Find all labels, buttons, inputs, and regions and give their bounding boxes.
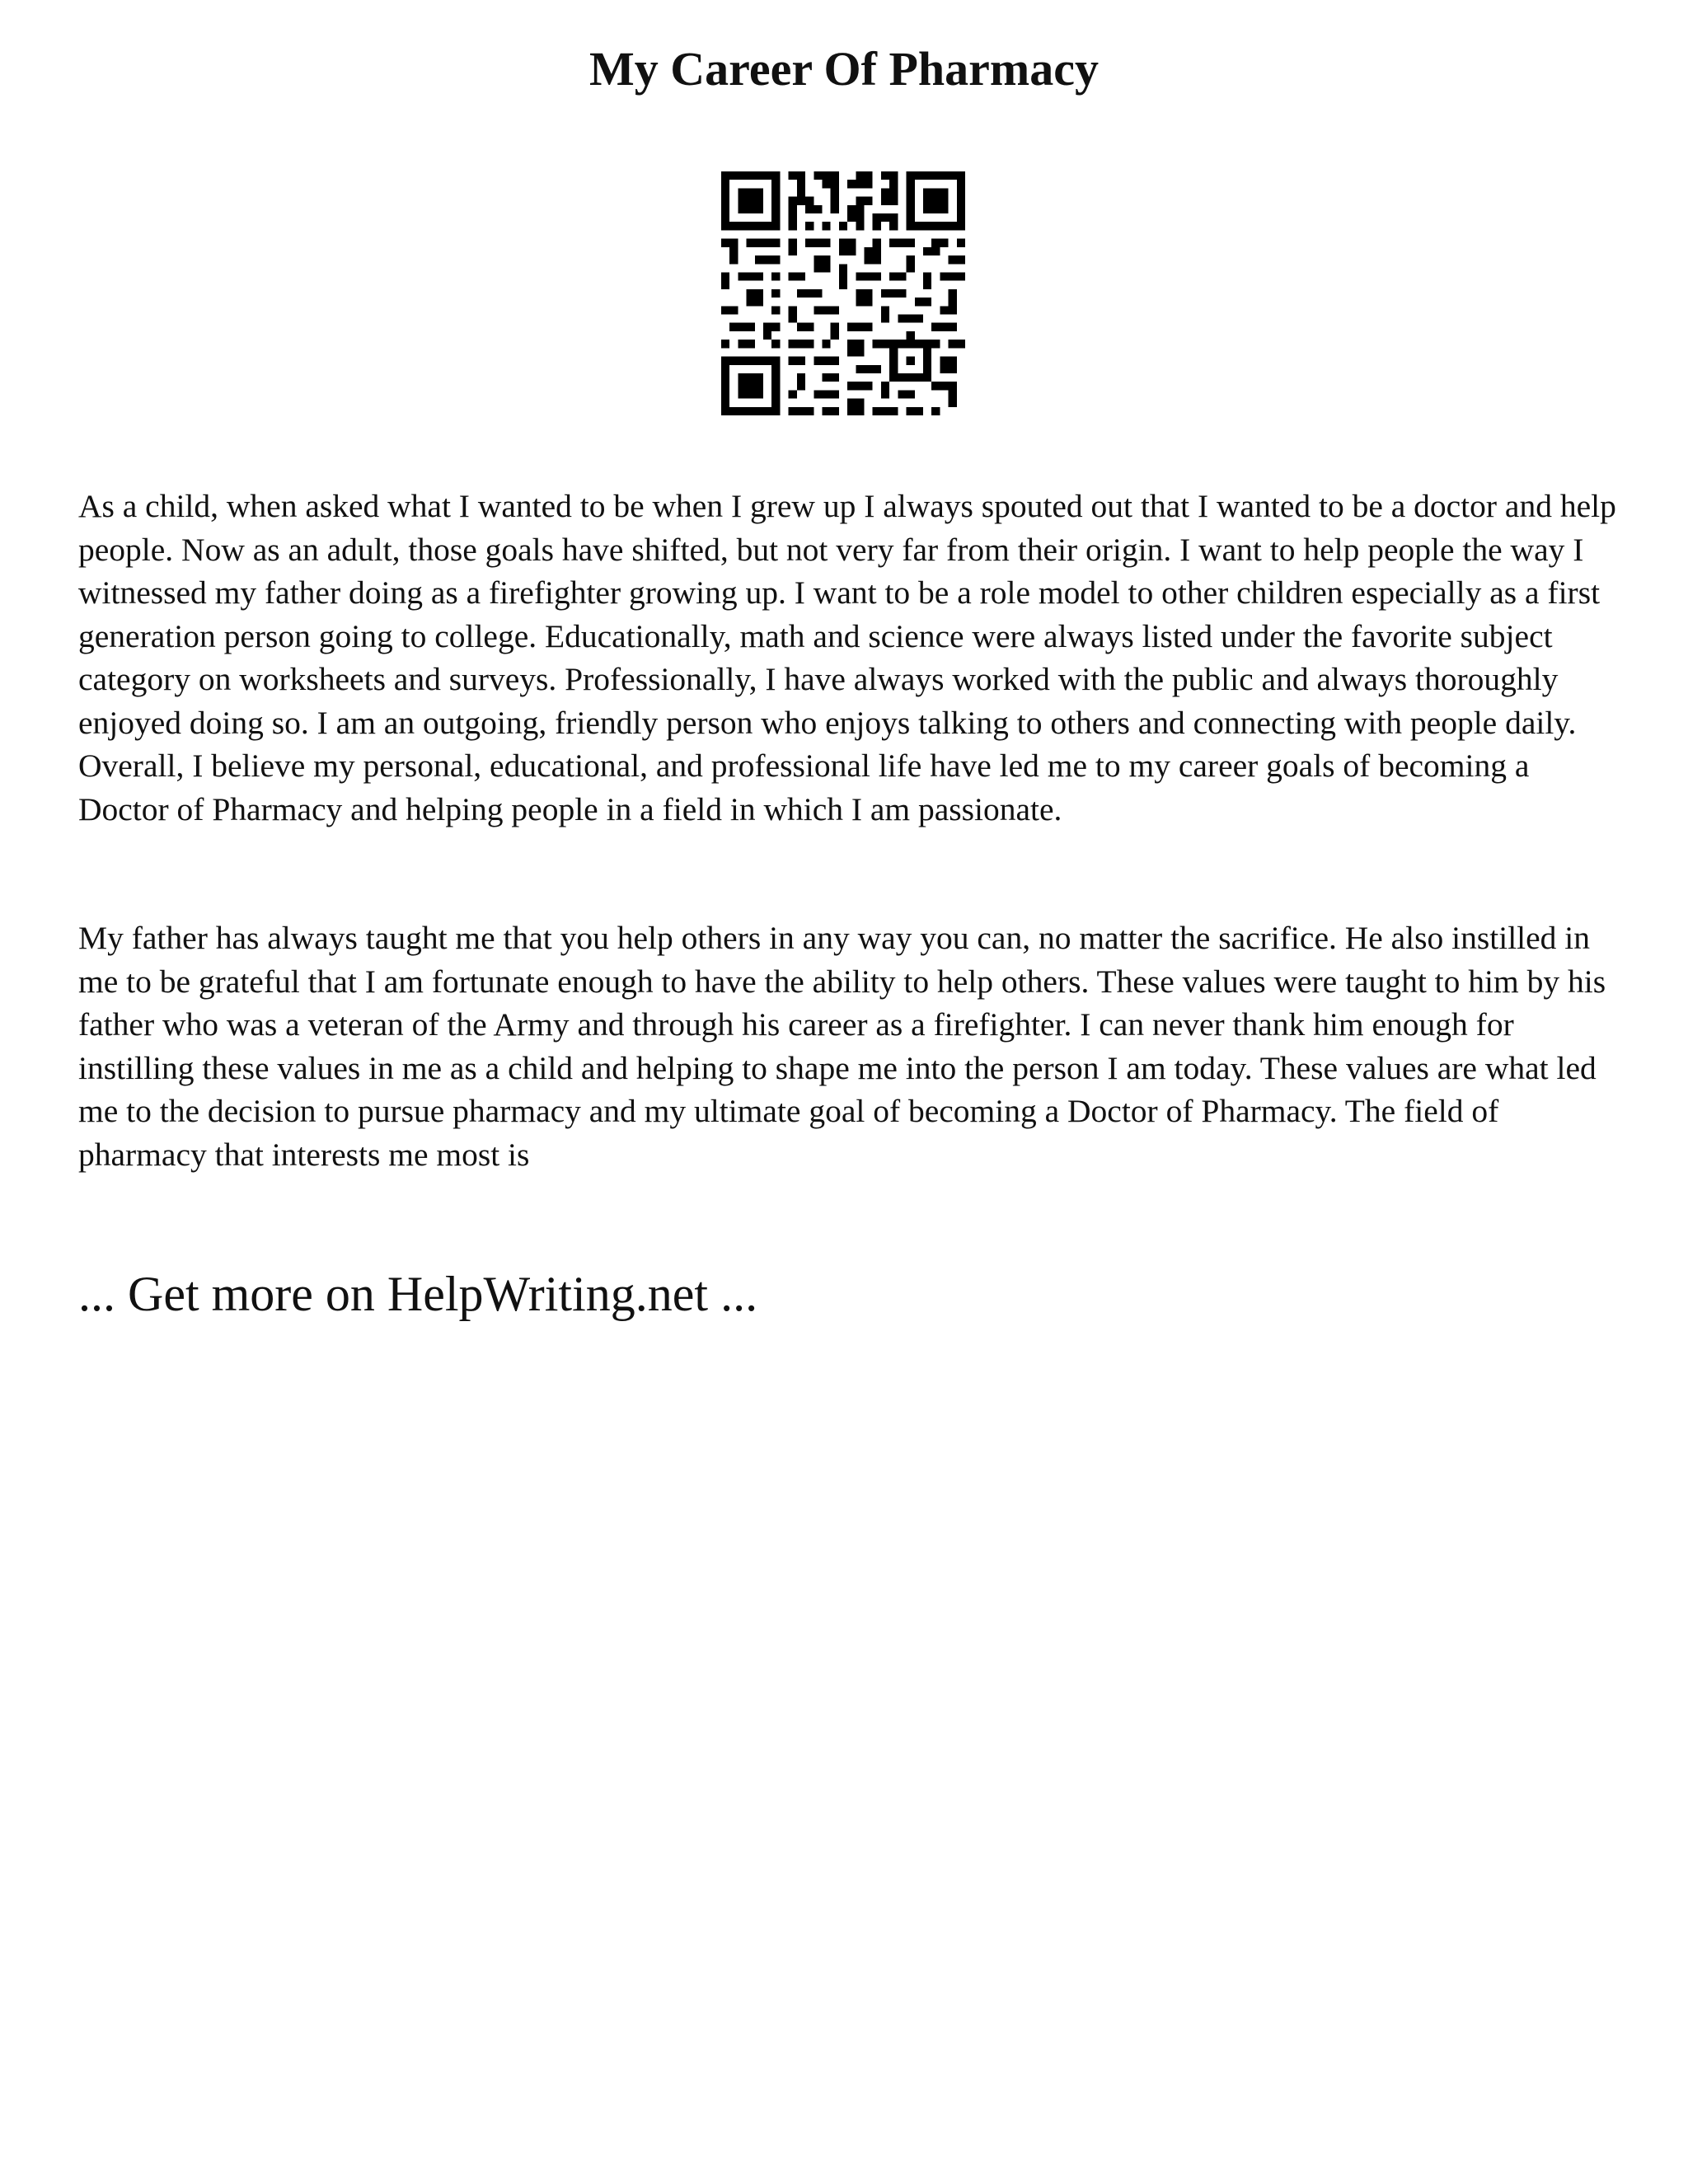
paragraph: My father has always taught me that you help others in any way you can, no matter the sacrifice. He also instilled in me to be grateful that I am fortunate enough to have the ability to help others. These values were taught to him by his father who was a veteran of the Army and through his career as a firefighter. I can never thank him enough for instilling these values in me as a child and helping to shape me into the person I am today. These values are what led me to the decision to pursue pharmacy and my ultimate goal of becoming a Doctor of Pharmacy. The field of pharmacy that interests me most is xyxy=(78,920,1606,1173)
page-title: My Career Of Pharmacy xyxy=(589,42,1099,96)
paragraph: As a child, when asked what I wanted to be when I grew up I always spouted out that I wanted to be a doctor and help people. Now as an adult, those goals have shifted, but not very far from their origin. I want to help people the way I witnessed my father doing as a firefighter growing up. I want to be a role model to other children especially as a first generation person going to college. Educationally, math and science were always listed under the favorite subject category on worksheets and surveys. Professionally, I have always worked with the public and always thoroughly enjoyed doing so. I am an outgoing, friendly person who enjoys talking to others and connecting with people daily. Overall, I believe my personal, educational, and professional life have led me to my career goals of becoming a Doctor of Pharmacy and helping people in a field in which I am passionate. xyxy=(78,488,1616,827)
qr-code-icon xyxy=(721,171,965,415)
get-more-link[interactable]: ... Get more on HelpWriting.net ... xyxy=(78,1267,758,1321)
